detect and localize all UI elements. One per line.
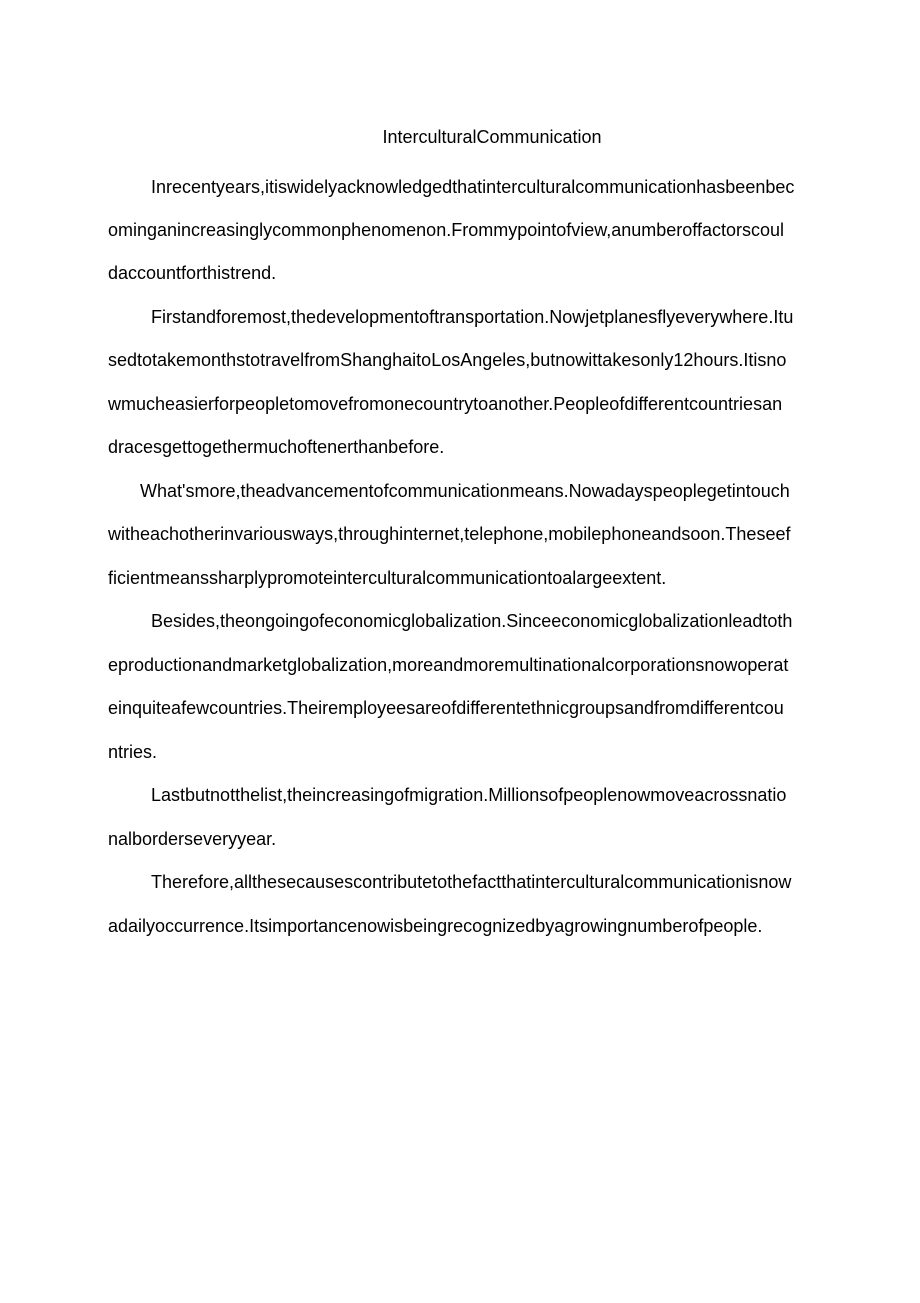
paragraph-1-line-3: daccountforthistrend.: [108, 263, 277, 283]
document-title: InterculturalCommunication: [382, 127, 602, 147]
paragraph-1-line-1: Inrecentyears,itiswidelyacknowledgedthatinterculturalcommunicationhasbeenbec: [151, 177, 795, 197]
paragraph-3-line-1: What'smore,theadvancementofcommunicationmeans.Nowadayspeoplegetintouch: [140, 481, 790, 501]
paragraph-5-line-1: Lastbutnotthelist,theincreasingofmigration.Millionsofpeoplenowmoveacrossnatio: [151, 785, 787, 805]
paragraph-4-line-2: eproductionandmarketglobalization,moreandmoremultinationalcorporationsnowoperat: [108, 655, 789, 675]
paragraph-4-line-1: Besides,theongoingofeconomicglobalization.Sinceeconomicglobalizationleadtoth: [151, 611, 793, 631]
paragraph-2-line-4: dracesgettogethermuchoftenerthanbefore.: [108, 437, 445, 457]
paragraph-2-line-3: wmucheasierforpeopletomovefromonecountrytoanother.Peopleofdifferentcountriesan: [108, 394, 783, 414]
paragraph-6-line-2: adailyoccurrence.Itsimportancenowisbeingrecognizedbyagrowingnumberofpeople.: [108, 916, 763, 936]
paragraph-3-line-3: ficientmeanssharplypromoteinterculturalcommunicationtoalargeextent.: [108, 568, 667, 588]
paragraph-3-line-2: witheachotherinvariousways,throughinternet,telephone,mobilephoneandsoon.Theseef: [108, 524, 791, 544]
paragraph-2-line-2: sedtotakemonthstotravelfromShanghaitoLosAngeles,butnowittakesonly12hours.Itisno: [108, 350, 787, 370]
paragraph-4-line-4: ntries.: [108, 742, 158, 762]
paragraph-2-line-1: Firstandforemost,thedevelopmentoftransportation.Nowjetplanesflyeverywhere.Itu: [151, 307, 794, 327]
paragraph-6-line-1: Therefore,allthesecausescontributetothefactthatinterculturalcommunicationisnow: [151, 872, 792, 892]
paragraph-5-line-2: nalborderseveryyear.: [108, 829, 277, 849]
paragraph-4-line-3: einquiteafewcountries.Theiremployeesareofdifferentethnicgroupsandfromdifferentcou: [108, 698, 784, 718]
paragraph-1-line-2: ominganincreasinglycommonphenomenon.Frommypointofview,anumberoffactorscoul: [108, 220, 785, 240]
